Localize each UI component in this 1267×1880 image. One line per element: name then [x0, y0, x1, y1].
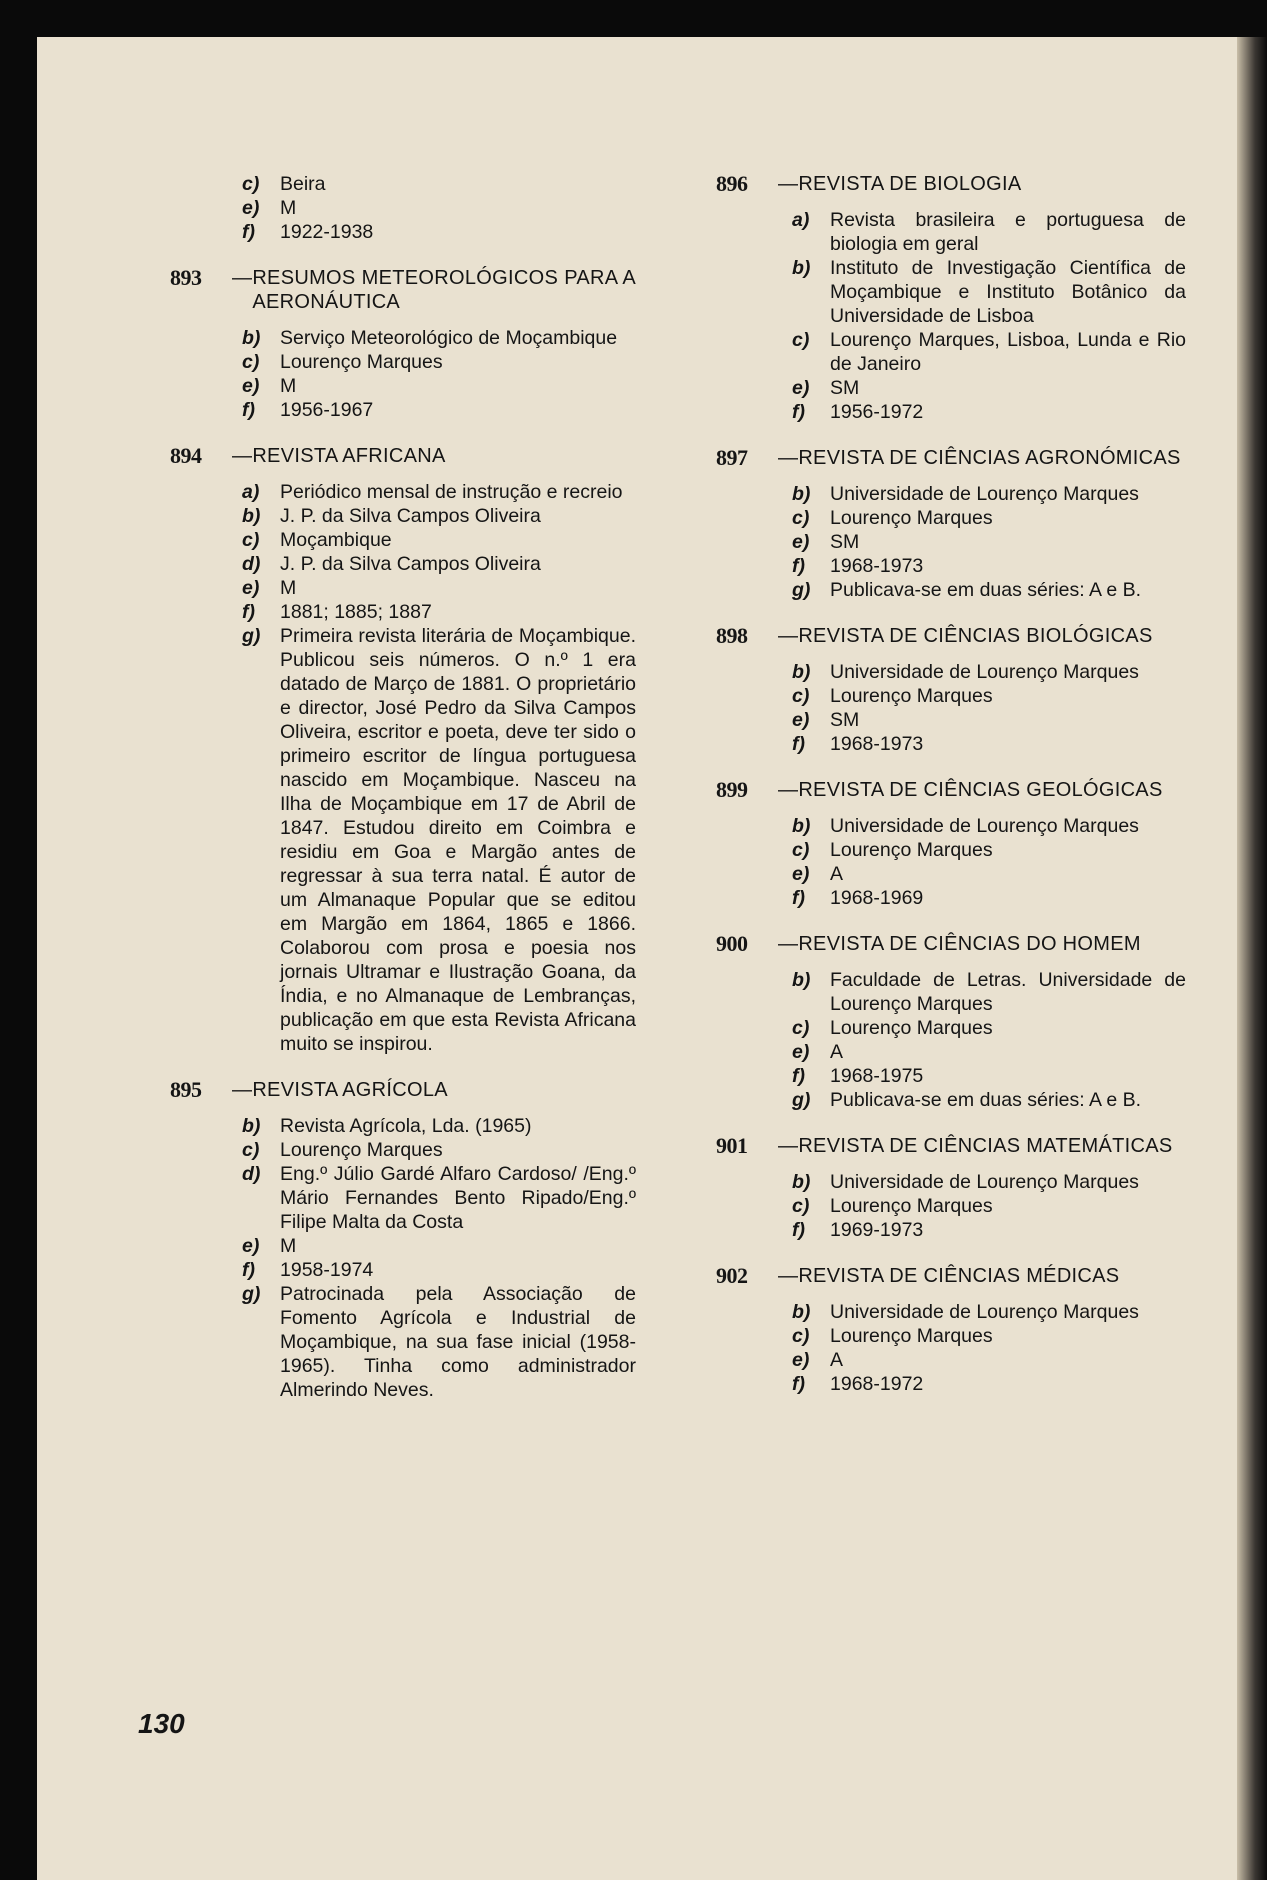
right-column [716, 172, 1186, 1418]
entry-field [170, 528, 636, 552]
field-label: c) [242, 1139, 260, 1161]
entry-dash: — [778, 933, 799, 955]
entry-number: 898 [716, 623, 748, 648]
entry-number: 893 [170, 265, 202, 290]
catalog-entry-897 [716, 446, 1186, 602]
field-value: A [830, 1349, 844, 1371]
entry-field [716, 554, 1186, 578]
entry-field [170, 350, 636, 374]
entry-dash: — [232, 445, 253, 467]
entry-title: REVISTA DE CIÊNCIAS MATEMÁTICAS [798, 1135, 1173, 1157]
entry-field [716, 660, 1186, 684]
catalog-entry-894 [170, 444, 636, 1056]
entry-title: REVISTA DE CIÊNCIAS GEOLÓGICAS [798, 779, 1163, 801]
field-value: 1968-1972 [830, 1373, 924, 1395]
entry-field [716, 1194, 1186, 1218]
field-label: c) [792, 685, 810, 707]
entry-title: REVISTA DE BIOLOGIA [798, 173, 1022, 195]
field-label: g) [242, 1283, 261, 1305]
field-label: f) [792, 1373, 805, 1395]
field-value: Lourenço Marques [830, 685, 993, 707]
entry-field [716, 482, 1186, 506]
field-value: SM [830, 531, 860, 553]
field-value: 1968-1973 [830, 555, 924, 577]
field-label: f) [792, 1065, 805, 1087]
field-label: e) [242, 1235, 260, 1257]
entry-heading [716, 778, 1186, 802]
book-spine [1237, 37, 1267, 1880]
entry-heading [716, 172, 1186, 196]
field-value: Universidade de Lourenço Marques [830, 661, 1139, 683]
entry-dash: — [778, 447, 799, 469]
entry-number: 901 [716, 1133, 748, 1158]
field-label: e) [792, 1041, 810, 1063]
field-value: Lourenço Marques [830, 839, 993, 861]
entry-title: REVISTA AFRICANA [252, 445, 446, 467]
field-value: Lourenço Marques [280, 1139, 443, 1161]
entry-heading [716, 932, 1186, 956]
field-value: A [830, 863, 844, 885]
field-label: d) [242, 1163, 261, 1185]
field-label: e) [792, 1349, 810, 1371]
field-value: Beira [280, 173, 326, 195]
field-label: b) [792, 1171, 811, 1193]
entry-field [716, 1218, 1186, 1242]
field-value: Lourenço Marques, Lisboa, Lunda e Rio de Janeiro [830, 329, 1186, 375]
field-value: 1968-1973 [830, 733, 924, 755]
field-label: c) [792, 1195, 810, 1217]
entry-title: REVISTA DE CIÊNCIAS BIOLÓGICAS [798, 625, 1153, 647]
entry-number: 899 [716, 777, 748, 802]
field-label: f) [792, 1219, 805, 1241]
entry-field [716, 1348, 1186, 1372]
entry-field [716, 1088, 1186, 1112]
field-label: d) [242, 553, 261, 575]
entry-field [716, 886, 1186, 910]
field-value: Lourenço Marques [830, 1195, 993, 1217]
catalog-entry-899 [716, 778, 1186, 910]
field-value: SM [830, 377, 860, 399]
entry-field [170, 172, 636, 196]
entry-field [716, 328, 1186, 376]
entry-title: RESUMOS METEOROLÓGICOS PARA A AERONÁUTICA [252, 267, 636, 313]
entry-field [716, 400, 1186, 424]
field-label: c) [792, 839, 810, 861]
field-value: Revista brasileira e portuguesa de biologia em geral [830, 209, 1186, 255]
field-value: Lourenço Marques [830, 1017, 993, 1039]
field-value: 1956-1967 [280, 399, 374, 421]
field-label: c) [792, 1325, 810, 1347]
entry-dash: — [778, 1135, 799, 1157]
field-value: Universidade de Lourenço Marques [830, 815, 1139, 837]
field-label: f) [242, 399, 255, 421]
entry-field [170, 374, 636, 398]
entry-field [170, 624, 636, 1056]
entry-field [716, 838, 1186, 862]
entry-heading [716, 1134, 1186, 1158]
field-label: c) [242, 529, 260, 551]
catalog-entry-893 [170, 266, 636, 422]
entry-heading [716, 446, 1186, 470]
field-value: M [280, 577, 297, 599]
entry-heading [170, 444, 636, 468]
entry-field [170, 1162, 636, 1234]
field-value: 1922-1938 [280, 221, 374, 243]
entry-field [716, 1040, 1186, 1064]
entry-heading [716, 1264, 1186, 1288]
field-value: Eng.º Júlio Gardé Alfaro Cardoso/ /Eng.º Mário Fernandes Bento Ripado/Eng.º Filipe Malta da Costa [280, 1163, 636, 1233]
entry-field [716, 1300, 1186, 1324]
entry-field [716, 376, 1186, 400]
entry-dash: — [778, 779, 799, 801]
field-value: M [280, 375, 297, 397]
entry-field [170, 552, 636, 576]
field-value: Universidade de Lourenço Marques [830, 1301, 1139, 1323]
right-entries [716, 172, 1186, 1396]
field-value: Publicava-se em duas séries: A e B. [830, 579, 1142, 601]
field-value: 1881; 1885; 1887 [280, 601, 432, 623]
entry-field [170, 1234, 636, 1258]
entry-field [170, 504, 636, 528]
entry-heading [170, 266, 636, 314]
entry-field [716, 1372, 1186, 1396]
entry-field [716, 814, 1186, 838]
entry-number: 900 [716, 931, 748, 956]
entry-field [716, 1016, 1186, 1040]
entry-number: 897 [716, 445, 748, 470]
field-value: Primeira revista literária de Moçambique. Publicou seis números. O n.º 1 era datado de Março de 1881. O proprietário e director, José Pedro da Silva Campos Oliveira, escritor e poeta, deve ter sido o primeiro escritor de língua portuguesa nascido em Moçambique. Nasceu na Ilha de Moçambique em 17 de Abril de 1847. Estudou direito em Coimbra e residiu em Goa e Margão antes de regressar à sua terra natal. É autor de um Almanaque Popular que se editou em Margão em 1864, 1865 e 1866. Colaborou com prosa e poesia nos jornais Ultramar e Ilustração Goana, da Índia, e no Almanaque de Lembranças, publicação em que esta Revista Africana muito se inspirou. [280, 625, 636, 1055]
entry-heading [170, 1078, 636, 1102]
field-label: f) [242, 601, 255, 623]
field-value: A [830, 1041, 844, 1063]
left-entries [170, 266, 636, 1402]
field-label: b) [792, 257, 811, 279]
field-value: Faculdade de Letras. Universidade de Lourenço Marques [830, 969, 1186, 1015]
field-value: 1968-1975 [830, 1065, 924, 1087]
field-value: J. P. da Silva Campos Oliveira [280, 553, 541, 575]
entry-field [170, 326, 636, 350]
page-number: 130 [138, 1708, 185, 1739]
field-label: f) [792, 555, 805, 577]
field-label: b) [792, 661, 811, 683]
field-label: e) [792, 377, 810, 399]
field-value: 1958-1974 [280, 1259, 374, 1281]
entry-title: REVISTA DE CIÊNCIAS AGRONÓMICAS [798, 447, 1181, 469]
field-label: b) [792, 815, 811, 837]
entry-field [716, 1170, 1186, 1194]
entry-field [716, 1064, 1186, 1088]
entry-title: REVISTA AGRÍCOLA [252, 1079, 448, 1101]
field-value: 1969-1973 [830, 1219, 924, 1241]
field-value: Serviço Meteorológico de Moçambique [280, 327, 618, 349]
field-value: Patrocinada pela Associação de Fomento Agrícola e Industrial de Moçambique, na sua fase inicial (1958-1965). Tinha como administrador Almerindo Neves. [280, 1283, 636, 1401]
field-label: c) [792, 507, 810, 529]
entry-field [170, 220, 636, 244]
field-value: Universidade de Lourenço Marques [830, 1171, 1139, 1193]
entry-field [170, 600, 636, 624]
field-value: Lourenço Marques [830, 1325, 993, 1347]
entry-field [170, 1138, 636, 1162]
field-label: g) [242, 625, 261, 647]
field-value: Revista Agrícola, Lda. (1965) [280, 1115, 532, 1137]
field-label: b) [792, 1301, 811, 1323]
entry-number: 894 [170, 443, 202, 468]
entry-dash: — [232, 1079, 253, 1101]
field-label: b) [792, 483, 811, 505]
entry-number: 902 [716, 1263, 748, 1288]
entry-number: 895 [170, 1077, 202, 1102]
field-value: Publicava-se em duas séries: A e B. [830, 1089, 1142, 1111]
entry-field [716, 530, 1186, 554]
field-value: M [280, 1235, 297, 1257]
entry-field [716, 708, 1186, 732]
field-label: e) [792, 531, 810, 553]
entry-field [716, 506, 1186, 530]
field-label: c) [242, 173, 260, 195]
field-label: c) [792, 1017, 810, 1039]
entry-field [716, 862, 1186, 886]
entry-field [716, 968, 1186, 1016]
field-label: f) [792, 733, 805, 755]
entry-field [170, 398, 636, 422]
entry-dash: — [778, 1265, 799, 1287]
field-label: e) [792, 863, 810, 885]
entry-title: REVISTA DE CIÊNCIAS DO HOMEM [798, 933, 1141, 955]
catalog-entry-901 [716, 1134, 1186, 1242]
entry-field [170, 1114, 636, 1138]
field-label: f) [792, 887, 805, 909]
field-label: f) [792, 401, 805, 423]
catalog-entry-900 [716, 932, 1186, 1112]
entry-field [170, 1282, 636, 1402]
field-value: Moçambique [280, 529, 392, 551]
field-value: SM [830, 709, 860, 731]
catalog-entry-902 [716, 1264, 1186, 1396]
field-value: 1968-1969 [830, 887, 924, 909]
entry-field [716, 1324, 1186, 1348]
field-label: b) [242, 1115, 261, 1137]
entry-field [716, 732, 1186, 756]
field-label: c) [242, 351, 260, 373]
catalog-entry-898 [716, 624, 1186, 756]
catalog-entry-896 [716, 172, 1186, 424]
entry-field [170, 576, 636, 600]
field-label: g) [792, 579, 811, 601]
entry-dash: — [778, 173, 799, 195]
field-label: e) [792, 709, 810, 731]
field-label: b) [242, 505, 261, 527]
field-label: b) [792, 969, 811, 991]
field-value: M [280, 197, 297, 219]
field-value: Lourenço Marques [280, 351, 443, 373]
field-label: f) [242, 221, 255, 243]
field-label: a) [792, 209, 810, 231]
continuation-block [170, 172, 636, 244]
field-label: b) [242, 327, 261, 349]
field-value: Instituto de Investigação Científica de Moçambique e Instituto Botânico da Universidade de Lisboa [830, 257, 1186, 327]
field-label: f) [242, 1259, 255, 1281]
field-label: e) [242, 577, 260, 599]
catalog-entry-895 [170, 1078, 636, 1402]
field-value: 1956-1972 [830, 401, 924, 423]
entry-field [716, 684, 1186, 708]
entry-field [716, 578, 1186, 602]
field-value: Universidade de Lourenço Marques [830, 483, 1139, 505]
field-value: Periódico mensal de instrução e recreio [280, 481, 623, 503]
entry-dash: — [232, 267, 253, 289]
entry-field [716, 208, 1186, 256]
field-value: Lourenço Marques [830, 507, 993, 529]
field-label: g) [792, 1089, 811, 1111]
entry-number: 896 [716, 171, 748, 196]
left-column [170, 172, 636, 1424]
entry-field [170, 480, 636, 504]
field-label: a) [242, 481, 260, 503]
entry-dash: — [778, 625, 799, 647]
entry-field [170, 1258, 636, 1282]
field-label: e) [242, 375, 260, 397]
field-label: e) [242, 197, 260, 219]
field-label: c) [792, 329, 810, 351]
entry-title: REVISTA DE CIÊNCIAS MÉDICAS [798, 1265, 1120, 1287]
field-value: J. P. da Silva Campos Oliveira [280, 505, 541, 527]
entry-heading [716, 624, 1186, 648]
entry-field [170, 196, 636, 220]
entry-field [716, 256, 1186, 328]
